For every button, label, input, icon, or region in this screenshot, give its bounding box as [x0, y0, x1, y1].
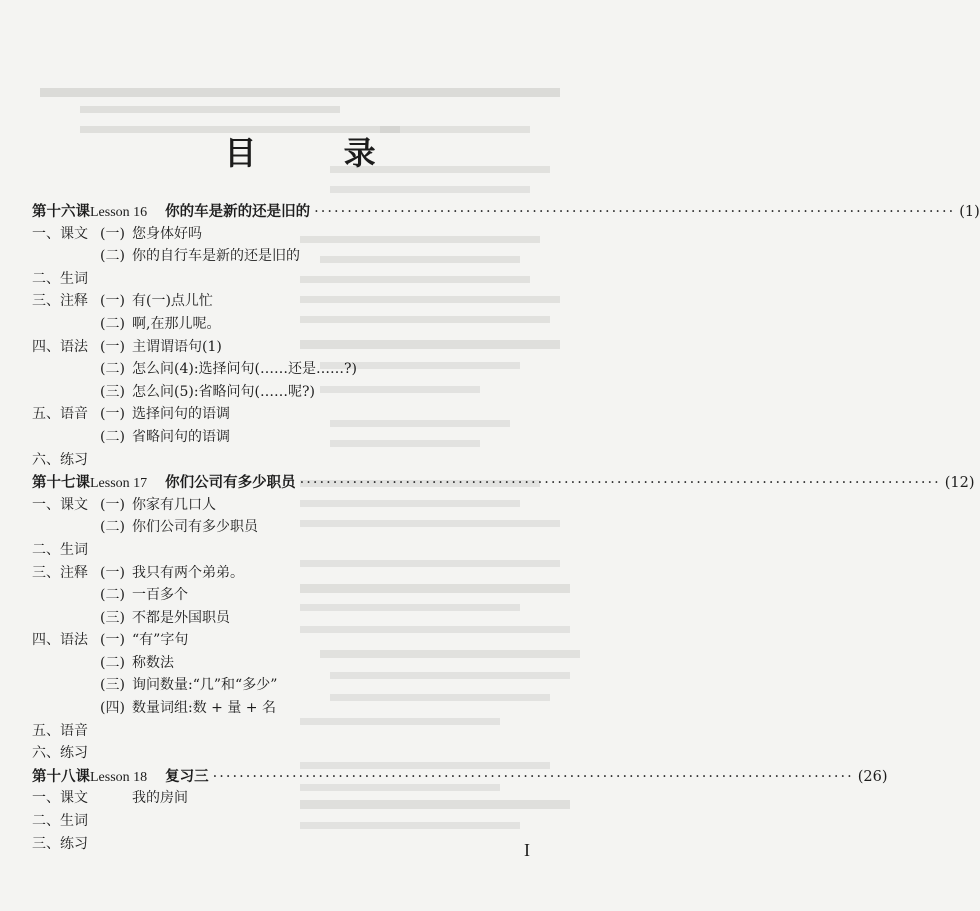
toc-entry: 三、注释 (一) 我只有两个弟弟。 — [32, 564, 244, 581]
toc-entry: 五、语音 — [32, 722, 88, 739]
toc-entry: 五、语音 (一) 选择问句的语调 — [32, 406, 230, 423]
toc-entry: 六、练习 — [32, 451, 88, 468]
toc-entry: 三、练习 — [32, 835, 88, 852]
lesson-english: Lesson 16 — [90, 205, 148, 220]
lesson-english: Lesson 18 — [90, 769, 148, 785]
toc-entry: (三) 不都是外国职员 — [100, 609, 230, 626]
toc-entry: (二) 怎么问(4):选择问句(……还是……?) — [100, 361, 357, 378]
leader-dots: ································································································· — [299, 475, 941, 492]
lesson-page: (1) — [959, 204, 980, 220]
toc-entry: 四、语法 (一) “有”字句 — [32, 632, 189, 649]
toc-entry: (三) 怎么问(5):省略问句(……呢?) — [100, 383, 315, 400]
lesson-heading[interactable] — [32, 200, 980, 223]
lesson-heading[interactable] — [32, 471, 975, 494]
toc-entry: 一、课文 我的房间 — [32, 790, 188, 807]
toc-entry: 四、语法 (一) 主谓谓语句(1) — [32, 338, 222, 355]
page-number: I — [524, 840, 530, 860]
toc-entry: 三、注释 (一) 有(一)点儿忙 — [32, 293, 213, 310]
toc-entry: (二) 称数法 — [100, 654, 174, 671]
toc-entry: (三) 询问数量:“几”和“多少” — [100, 677, 278, 694]
toc-entry: (四) 数量词组:数 + 量 + 名 — [100, 700, 276, 717]
lesson-title: 复习三 — [165, 767, 209, 785]
toc-entry: 一、课文 (一) 您身体好吗 — [32, 225, 202, 242]
toc-entry: (二) 你的自行车是新的还是旧的 — [100, 248, 300, 265]
lesson-page: (12) — [944, 475, 975, 492]
leader-dots: ································································································· — [314, 204, 956, 220]
page-title: 目 录 — [224, 134, 414, 172]
lesson-heading[interactable] — [32, 765, 888, 788]
lesson-number: 第十七课 — [32, 474, 90, 492]
toc-entry: (二) 你们公司有多少职员 — [100, 519, 258, 536]
toc-entry: 二、生词 — [32, 270, 88, 287]
lesson-title: 你们公司有多少职员 — [165, 474, 296, 492]
lesson-number: 第十八课 — [32, 767, 90, 785]
toc-entry: (二) 一百多个 — [100, 587, 188, 604]
lesson-title: 你的车是新的还是旧的 — [165, 203, 311, 220]
toc-entry: 二、生词 — [32, 813, 88, 830]
table-of-contents — [32, 200, 980, 855]
toc-entry: (二) 省略问句的语调 — [100, 428, 230, 445]
leader-dots: ································································································· — [212, 768, 854, 785]
toc-entry: 一、课文 (一) 你家有几口人 — [32, 496, 216, 513]
lesson-page: (26) — [857, 768, 888, 785]
toc-entry: (二) 啊,在那儿呢。 — [100, 315, 221, 332]
lesson-english: Lesson 17 — [90, 476, 148, 492]
lesson-number: 第十六课 — [32, 203, 90, 220]
toc-entry: 二、生词 — [32, 541, 88, 558]
toc-entry: 六、练习 — [32, 745, 88, 762]
